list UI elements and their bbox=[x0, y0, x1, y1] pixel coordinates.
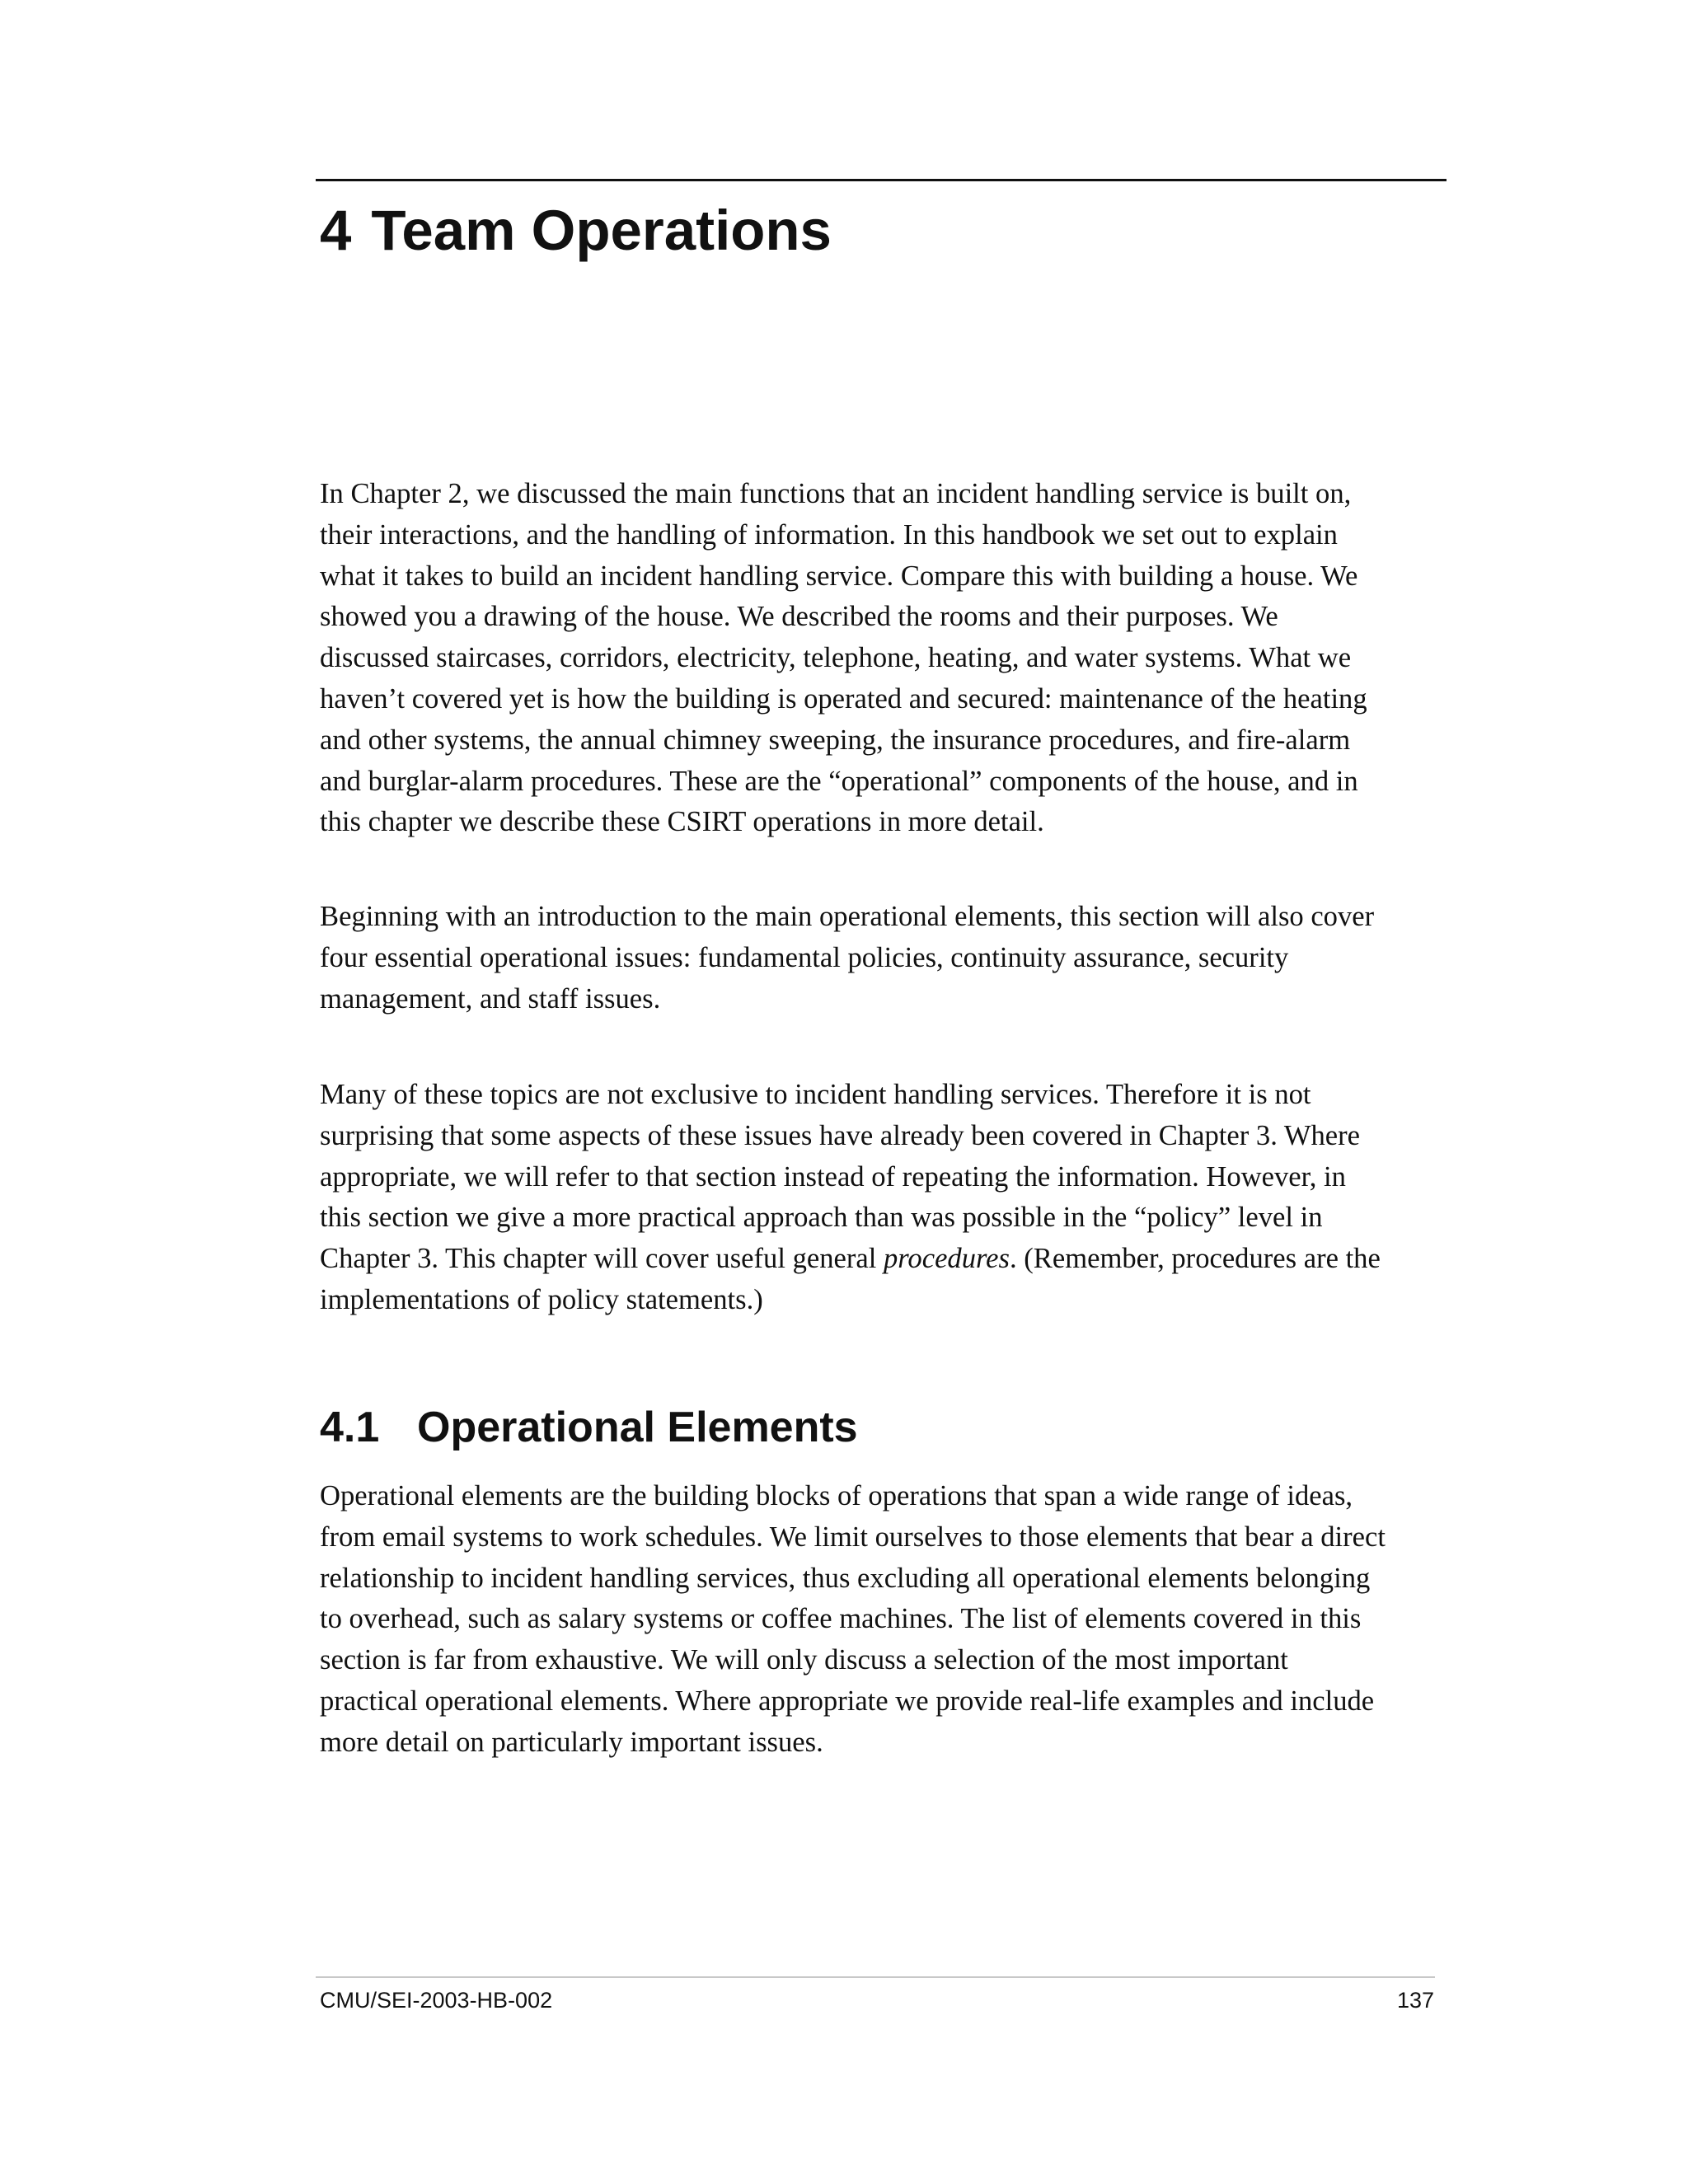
paragraph-line: this section we give a more practical approach than was possible in the “policy” level in bbox=[320, 1202, 1323, 1234]
paragraph-line: relationship to incident handling services, thus excluding all operational elements belonging bbox=[320, 1562, 1371, 1594]
section-title: Operational Elements bbox=[417, 1404, 858, 1451]
chapter-title bbox=[320, 196, 832, 265]
paragraph-line: what it takes to build an incident handling service. Compare this with building a house. We bbox=[320, 560, 1358, 592]
paragraph-line: this chapter we describe these CSIRT operations in more detail. bbox=[320, 806, 1044, 838]
paragraph-line: from email systems to work schedules. We limit ourselves to those elements that bear a direct bbox=[320, 1521, 1386, 1553]
emphasized-term: procedures bbox=[883, 1243, 1010, 1275]
footer-rule bbox=[316, 1976, 1435, 1978]
section-paragraph bbox=[320, 1476, 1474, 1764]
chapter-top-rule bbox=[316, 179, 1447, 181]
chapter-title-text: Team Operations bbox=[371, 199, 832, 262]
paragraph-line: surprising that some aspects of these issues have already been covered in Chapter 3. Where bbox=[320, 1119, 1361, 1151]
intro-paragraph-1 bbox=[320, 474, 1474, 843]
paragraph-line: Beginning with an introduction to the main operational elements, this section will also cover bbox=[320, 901, 1375, 932]
paragraph-line: discussed staircases, corridors, electricity, telephone, heating, and water systems. What we bbox=[320, 642, 1352, 674]
paragraph-line: showed you a drawing of the house. We described the rooms and their purposes. We bbox=[320, 601, 1278, 633]
footer-page-number: 137 bbox=[1396, 1988, 1434, 2013]
section-number: 4.1 bbox=[320, 1404, 380, 1451]
intro-paragraph-2 bbox=[320, 897, 1474, 1019]
paragraph-line: appropriate, we will refer to that section instead of repeating the information. However, in bbox=[320, 1160, 1346, 1193]
paragraph-line: and other systems, the annual chimney sweeping, the insurance procedures, and fire-alarm bbox=[320, 724, 1351, 756]
paragraph-line: implementations of policy statements.) bbox=[320, 1283, 763, 1315]
footer-document-id: CMU/SEI-2003-HB-002 bbox=[320, 1988, 553, 2013]
paragraph-line: Operational elements are the building blocks of operations that span a wide range of ideas, bbox=[320, 1480, 1353, 1511]
paragraph-line-with-emphasis bbox=[320, 1239, 1474, 1280]
paragraph-line: management, and staff issues. bbox=[320, 982, 661, 1015]
section-heading bbox=[320, 1399, 858, 1456]
chapter-number: 4 bbox=[320, 199, 352, 262]
line-text: . (Remember, procedures are the bbox=[1009, 1243, 1381, 1275]
paragraph-line: four essential operational issues: fundamental policies, continuity assurance, security bbox=[320, 941, 1289, 973]
paragraph-line: In Chapter 2, we discussed the main functions that an incident handling service is built on, bbox=[320, 478, 1352, 509]
paragraph-line: more detail on particularly important issues. bbox=[320, 1726, 823, 1758]
paragraph-line: section is far from exhaustive. We will only discuss a selection of the most important bbox=[320, 1644, 1288, 1676]
paragraph-line: haven’t covered yet is how the building is operated and secured: maintenance of the heating bbox=[320, 682, 1367, 715]
paragraph-line: Many of these topics are not exclusive to incident handling services. Therefore it is not bbox=[320, 1079, 1311, 1110]
paragraph-line: practical operational elements. Where appropriate we provide real-life examples and include bbox=[320, 1685, 1375, 1717]
paragraph-line: their interactions, and the handling of information. In this handbook we set out to explain bbox=[320, 518, 1338, 551]
paragraph-line: to overhead, such as salary systems or coffee machines. The list of elements covered in this bbox=[320, 1603, 1362, 1635]
paragraph-line: and burglar-alarm procedures. These are the “operational” components of the house, and in bbox=[320, 765, 1358, 797]
intro-paragraph-3 bbox=[320, 1075, 1474, 1321]
line-text: Chapter 3. This chapter will cover useful general bbox=[320, 1243, 884, 1275]
